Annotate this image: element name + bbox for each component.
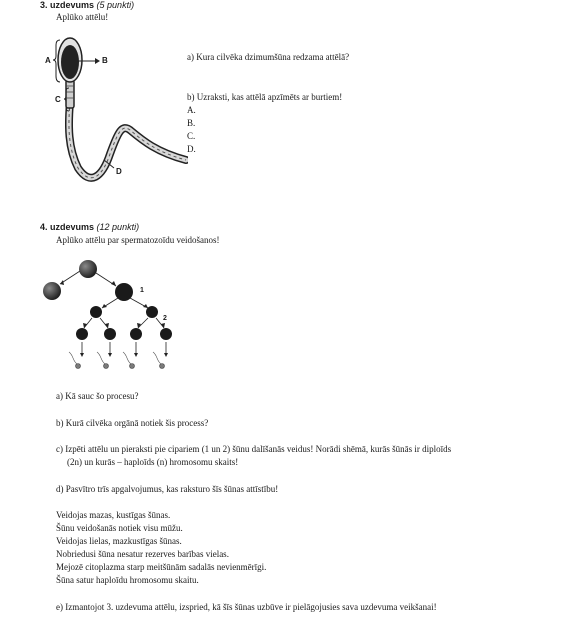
sperm-small-2 <box>104 364 109 369</box>
task4-question-c-line1: c) Izpēti attēlu un pieraksti pie cipariem (1 un 2) šūnu dalīšanās veidus! Norādi shēmā, kurās šūnās ir diploīds <box>56 444 452 454</box>
sperm-small-4 <box>160 364 165 369</box>
sperm-tail-pattern <box>69 102 186 178</box>
spermatid-2 <box>104 328 116 340</box>
statement-4: Nobriedusi šūna nesatur rezerves barības vielas. <box>56 549 229 559</box>
task3-heading <box>40 0 134 10</box>
statement-6: Šūna satur haploīdu hromosomu skaitu. <box>56 575 199 585</box>
primary-spermatocyte <box>115 283 133 301</box>
answer-letter-a: A. <box>187 105 196 115</box>
task4-title: 4. uzdevums <box>40 222 95 232</box>
sperm-small-1 <box>76 364 81 369</box>
task3-question-b: b) Uzraksti, kas attēlā apzīmēts ar burtiem! <box>187 92 343 102</box>
sperm-cell-figure <box>38 36 188 191</box>
spermatid-1 <box>76 328 88 340</box>
spermatid-4 <box>160 328 172 340</box>
statement-1: Veidojas mazas, kustīgas šūnas. <box>56 510 171 520</box>
sperm-tail-fill <box>69 102 186 178</box>
task4-question-d: d) Pasvītro trīs apgalvojumus, kas raksturo šīs šūnas attīstību! <box>56 484 279 494</box>
spermatogenesis-diagram <box>38 256 183 378</box>
task3-title: 3. uzdevums <box>40 0 95 10</box>
label-d: D <box>116 167 122 176</box>
task4-points: (12 punkti) <box>96 222 140 232</box>
secondary-spermatocyte-right <box>146 306 158 318</box>
task3-question-a: a) Kura cilvēka dzimumšūna redzama attēlā? <box>187 52 350 62</box>
task4-question-b: b) Kurā cilvēka orgānā notiek šis process? <box>56 418 209 428</box>
task4-question-a: a) Kā sauc šo procesu? <box>56 391 139 401</box>
diagram-label-1: 1 <box>140 287 144 294</box>
statement-2: Šūnu veidošanās notiek visu mūžu. <box>56 523 183 533</box>
task3-points: (5 punkti) <box>96 0 135 10</box>
diagram-label-2: 2 <box>163 315 167 322</box>
label-a: A <box>45 56 51 65</box>
task3-instruction: Aplūko attēlu! <box>56 12 109 22</box>
sperm-nucleus <box>61 45 79 79</box>
task4-question-e: e) Izmantojot 3. uzdevuma attēlu, izspried, kā šīs šūnas uzbūve ir pielāgojusies sava uzdevuma veikšanai! <box>56 602 437 612</box>
answer-letter-d: D. <box>187 144 196 154</box>
task4-instruction: Aplūko attēlu par spermatozoīdu veidošanos! <box>56 235 220 245</box>
statement-5: Mejozē citoplazma starp meitšūnām sadalās nevienmērīgi. <box>56 562 267 572</box>
statement-3: Veidojas lielas, mazkustīgas šūnas. <box>56 536 182 546</box>
secondary-spermatocyte-left <box>90 306 102 318</box>
task4-heading <box>40 222 139 232</box>
spermatid-3 <box>130 328 142 340</box>
label-b: B <box>102 56 108 65</box>
sperm-tail-outline <box>69 102 186 178</box>
answer-letter-b: B. <box>187 118 196 128</box>
label-c: C <box>55 95 61 104</box>
task4-question-c-line2: (2n) un kurās – haploīds (n) hromosomu skaits! <box>67 457 239 467</box>
sperm-midpiece <box>66 80 74 108</box>
answer-letter-c: C. <box>187 131 196 141</box>
spermatogonium-left <box>43 282 61 300</box>
sperm-small-3 <box>130 364 135 369</box>
spermatogonium-top <box>79 260 97 278</box>
